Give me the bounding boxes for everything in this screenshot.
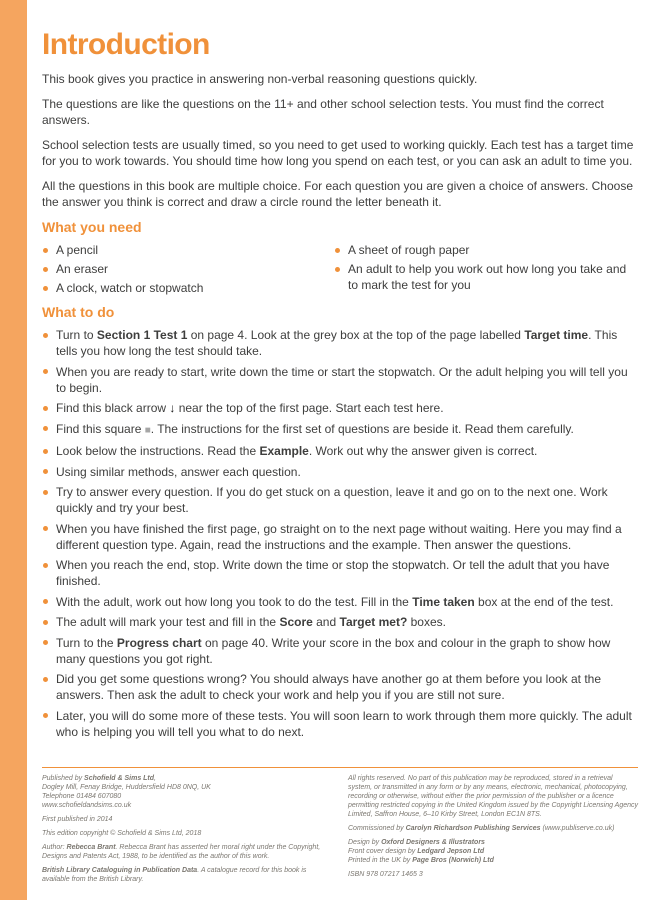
list-item <box>42 484 638 516</box>
list-item <box>42 364 638 396</box>
list-item <box>42 242 334 258</box>
bullet-icon <box>43 333 48 338</box>
imprint-line: ISBN 978 07217 1465 3 <box>348 871 423 878</box>
bullet-icon <box>43 526 48 531</box>
what-you-need-columns <box>42 242 638 299</box>
imprint-line: Dogley Mill, Fenay Bridge, Huddersfield HD8 0NQ, UK <box>42 784 211 791</box>
list-item-text: Did you get some questions wrong? You should always have another go at them before you look at the answers. Then ask the adult to check your work and help you if you are still not sure. <box>56 672 602 702</box>
bullet-icon <box>43 713 48 718</box>
bullet-icon <box>43 369 48 374</box>
footer-divider <box>42 767 638 768</box>
bullet-icon <box>43 267 48 272</box>
list-item-text: An eraser <box>56 262 109 276</box>
imprint-line: www.schofieldandsims.co.uk <box>42 802 132 809</box>
list-item <box>42 443 638 459</box>
bullet-icon <box>43 640 48 645</box>
list-item-text: Find this square ■. The instructions for the first set of questions are beside it. Read them carefully. <box>56 421 574 436</box>
list-item <box>42 261 334 277</box>
list-item-text: A sheet of rough paper <box>348 243 470 257</box>
list-item-text: A clock, watch or stopwatch <box>56 281 204 295</box>
bullet-icon <box>43 490 48 495</box>
page-title: Introduction <box>42 28 210 61</box>
imprint-line: This edition copyright © Schofield & Sims Ltd, 2018 <box>42 830 202 837</box>
intro-paragraph: All the questions in this book are multiple choice. For each question you are given a choice of answers. Choose the answer you think is correct and draw a circle round the letter beneath it. <box>42 179 633 209</box>
imprint-line: First published in 2014 <box>42 816 113 823</box>
list-item <box>42 521 638 553</box>
what-to-do-list <box>42 327 638 740</box>
list-item-text: Try to answer every question. If you do get stuck on a question, leave it and go on to the next one. Work quickly and try your best. <box>56 485 608 515</box>
list-item-text: Later, you will do some more of these tests. You will soon learn to work through them more quickly. The adult who is helping you will tell you what to do next. <box>56 708 632 739</box>
list-item-text: An adult to help you work out how long you take and to mark the test for you <box>348 262 627 292</box>
list-item-text: The adult will mark your test and fill in the Score and Target met? boxes. <box>56 615 446 629</box>
what-you-need-left-list <box>42 242 334 299</box>
imprint-line: Author: Rebecca Brant. Rebecca Brant has asserted her moral right under the Copyright, Designs and Patents Act, 1988, to be identified as the author of this work. <box>42 844 321 860</box>
bullet-icon <box>43 563 48 568</box>
what-you-need-right-list <box>334 242 638 299</box>
list-item <box>42 421 638 439</box>
list-item <box>42 594 638 610</box>
bullet-icon <box>43 677 48 682</box>
list-item-text: Find this black arrow ↓ near the top of the first page. Start each test here. <box>56 401 444 415</box>
list-item <box>42 557 638 589</box>
bullet-icon <box>43 469 48 474</box>
bullet-icon <box>335 267 340 272</box>
imprint-line: All rights reserved. No part of this publication may be reproduced, stored in a retrieval system, or transmitted in any form or by any means, electronic, mechanical, photocopying, recording or otherwise, without either the prior permission of the publisher or a licence permitting restricted copying in the United Kingdom issued by the Copyright Licensing Agency Limited, Saffron House, 6–10 Kirby Street, London EC1N 8TS. <box>348 775 639 818</box>
list-item <box>42 614 638 630</box>
list-item <box>42 280 334 296</box>
intro-paragraph: This book gives you practice in answering non-verbal reasoning questions quickly. <box>42 72 478 86</box>
footer-left-column <box>42 774 334 884</box>
list-item <box>42 327 638 359</box>
page-content <box>42 28 638 744</box>
imprint-line: Front cover design by Ledgard Jepson Ltd <box>348 848 485 855</box>
list-item <box>42 671 638 703</box>
footer-columns <box>42 774 638 884</box>
list-item <box>42 464 638 480</box>
bullet-icon <box>43 248 48 253</box>
footer-right-column <box>348 774 638 884</box>
bullet-icon <box>43 286 48 291</box>
bullet-icon <box>43 599 48 604</box>
list-item-text: When you reach the end, stop. Write down the time or stop the stopwatch. Or tell the adult that you have finished. <box>56 558 610 588</box>
imprint-line: Design by Oxford Designers & Illustrators <box>348 839 485 846</box>
bullet-icon <box>43 406 48 411</box>
bullet-icon <box>43 620 48 625</box>
intro-paragraph: The questions are like the questions on the 11+ and other school selection tests. You must find the correct answers. <box>42 97 604 127</box>
list-item-text: With the adult, work out how long you took to do the test. Fill in the Time taken box at the end of the test. <box>56 594 614 609</box>
list-item <box>42 400 638 416</box>
imprint-line: Commissioned by Carolyn Richardson Publishing Services (www.publiserve.co.uk) <box>348 825 615 832</box>
section-heading-what-to-do: What to do <box>42 304 115 320</box>
bullet-icon <box>43 449 48 454</box>
imprint-line: British Library Cataloguing in Publication Data. A catalogue record for this book is available from the British Library. <box>42 867 307 883</box>
list-item-text: When you are ready to start, write down the time or start the stopwatch. Or the adult helping you will tell you to begin. <box>56 364 628 395</box>
bullet-icon <box>335 248 340 253</box>
imprint-line: Printed in the UK by Page Bros (Norwich) Ltd <box>348 857 494 864</box>
imprint-line: Telephone 01484 607080 <box>42 793 122 800</box>
section-heading-what-you-need: What you need <box>42 219 142 235</box>
list-item-text: Using similar methods, answer each question. <box>56 464 301 479</box>
list-item <box>42 708 638 740</box>
list-item-text: Look below the instructions. Read the Example. Work out why the answer given is correct. <box>56 444 538 458</box>
left-accent-bar <box>0 0 27 900</box>
intro-paragraph: School selection tests are usually timed, so you need to get used to working quickly. Each test has a target time for you to work towards. You should time how long you spend on each test, or you can ask an adult to time you. <box>42 138 634 168</box>
list-item-text: When you have finished the first page, go straight on to the next page without waiting. Here you may find a different question type. Again, read the instructions and the example. Then answer the questions. <box>56 521 622 552</box>
list-item-text: A pencil <box>56 243 99 257</box>
imprint-line: Published by Schofield & Sims Ltd, <box>42 775 156 782</box>
list-item <box>334 242 638 258</box>
list-item-text: Turn to Section 1 Test 1 on page 4. Look at the grey box at the top of the page labelled Target time. This tells you how long the test should take. <box>56 328 618 358</box>
list-item-text: Turn to the Progress chart on page 40. Write your score in the box and colour in the graph to show how many questions you got right. <box>56 635 611 666</box>
bullet-icon <box>43 426 48 431</box>
list-item <box>42 635 638 667</box>
list-item <box>334 261 638 293</box>
imprint-footer <box>42 767 638 884</box>
